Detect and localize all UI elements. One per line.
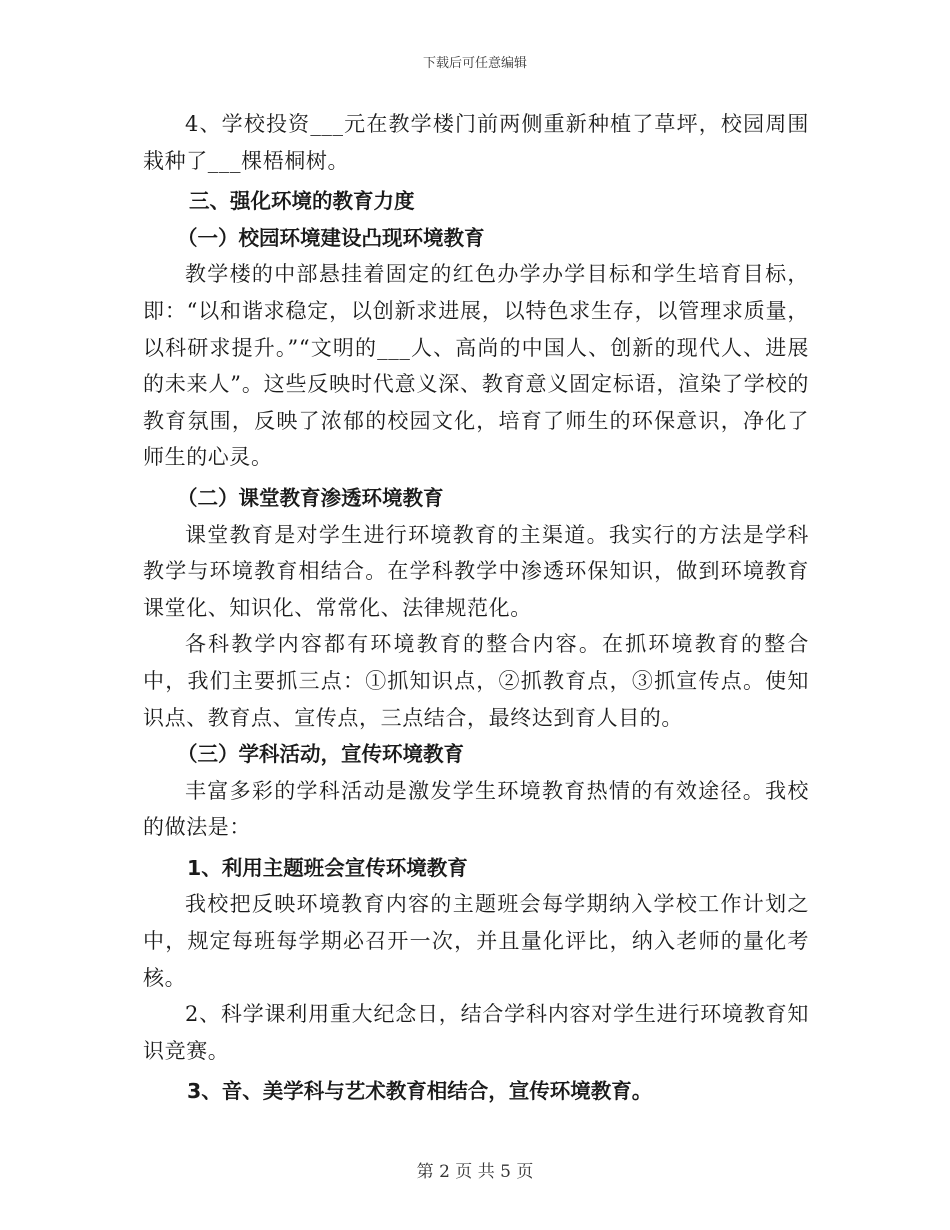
section-heading-3: 三、强化环境的教育力度: [189, 189, 415, 214]
paragraph-campus-environment: 教学楼的中部悬挂着固定的红色办学办学目标和学生培育目标，即：“以和谐求稳定，以创新求进展，以特色求生存，以管理求质量，以科研求提升。”“文明的___人、高尚的中国人、创新的现代人、进展的未来人”。这些反映时代意义深、教育意义固定标语，渲染了学校的教育氛围，反映了浓郁的校园文化，培育了师生的环保意识，净化了师生的心灵。: [143, 262, 809, 470]
subsection-heading-2: （二）课堂教育渗透环境教育: [177, 485, 444, 510]
item-heading-1: 1、利用主题班会宣传环境教育: [187, 855, 468, 880]
paragraph-investment: 4、学校投资___元在教学楼门前两侧重新种植了草坪，校园周围栽种了___棵梧桐树。: [143, 112, 809, 173]
subsection-heading-3: （三）学科活动，宣传环境教育: [177, 742, 464, 767]
page-header: 下载后可任意编辑: [422, 56, 527, 71]
paragraph-activities: 丰富多彩的学科活动是激发学生环境教育热情的有效途径。我校的做法是：: [143, 778, 809, 840]
item-heading-3: 3、音、美学科与艺术教育相结合，宣传环境教育。: [187, 1079, 653, 1104]
paragraph-classroom-education: 课堂教育是对学生进行环境教育的主渠道。我实行的方法是学科教学与环境教育相结合。在学科教学中渗透环保知识，做到环境教育课堂化、知识化、常常化、法律规范化。: [143, 522, 809, 620]
paragraph-integration: 各科教学内容都有环境教育的整合内容。在抓环境教育的整合中，我们主要抓三点：①抓知识点，②抓教育点，③抓宣传点。使知识点、教育点、宣传点，三点结合，最终达到育人目的。: [143, 632, 809, 730]
paragraph-science-contest: 2、科学课利用重大纪念日，结合学科内容对学生进行环境教育知识竞赛。: [143, 1002, 809, 1063]
page-footer: 第 2 页 共 5 页: [416, 1162, 534, 1182]
subsection-heading-1: （一）校园环境建设凸现环境教育: [177, 225, 485, 250]
paragraph-class-meeting: 我校把反映环境教育内容的主题班会每学期纳入学校工作计划之中，规定每班每学期必召开一次，并且量化评比，纳入老师的量化考核。: [143, 892, 809, 990]
document-body: [143, 106, 809, 1110]
